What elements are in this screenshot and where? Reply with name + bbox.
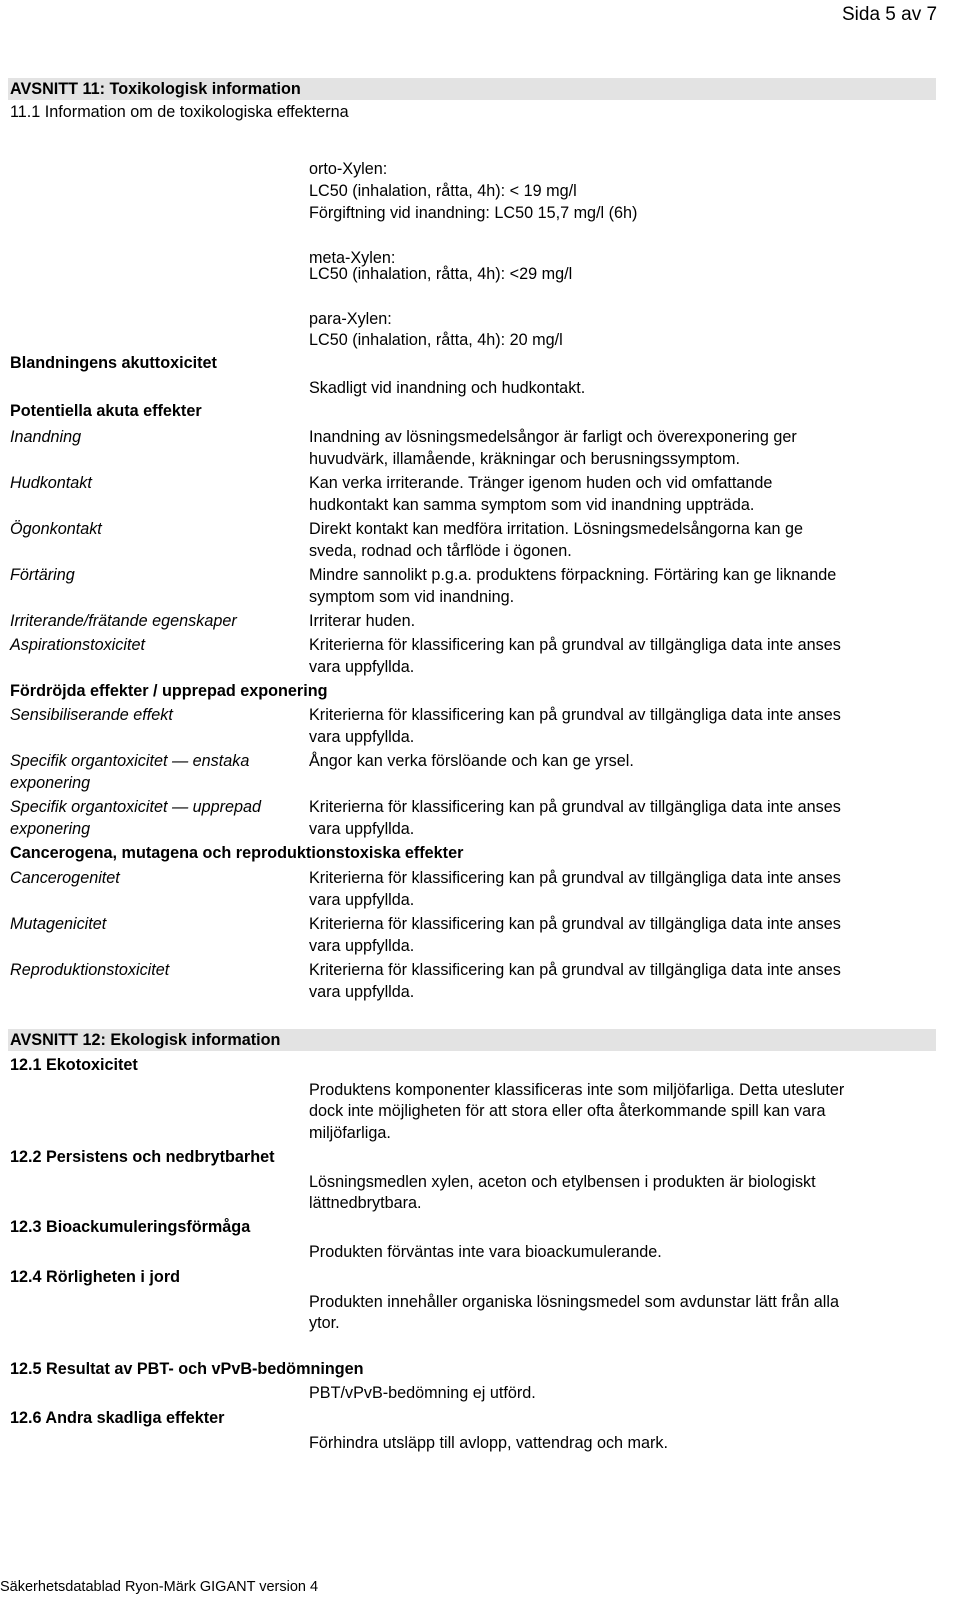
subsection-text: PBT/vPvB-bedömning ej utförd.: [309, 1384, 536, 1402]
ortho-xylene-line: Förgiftning vid inandning: LC50 15,7 mg/l (6h): [309, 204, 638, 222]
row-label: Specifik organtoxicitet — enstaka: [10, 752, 250, 770]
section-12-title: AVSNITT 12: Ekologisk information: [10, 1031, 281, 1049]
para-xylene-line: para-Xylen:: [309, 310, 392, 328]
row-value: vara uppfyllda.: [309, 891, 415, 909]
row-value: symptom som vid inandning.: [309, 588, 515, 606]
row-label: exponering: [10, 774, 91, 792]
subsection-heading: 12.3 Bioackumuleringsförmåga: [10, 1218, 251, 1236]
row-value: hudkontakt kan samma symptom som vid inandning uppträda.: [309, 496, 755, 514]
row-label: Sensibiliserande effekt: [10, 706, 173, 724]
row-label: Mutagenicitet: [10, 915, 107, 933]
row-value: Mindre sannolikt p.g.a. produktens förpackning. Förtäring kan ge liknande: [309, 566, 837, 584]
section-11-subtitle: 11.1 Information om de toxikologiska effekterna: [10, 103, 349, 121]
subsection-text: Produktens komponenter klassificeras inte som miljöfarliga. Detta utesluter: [309, 1081, 845, 1099]
subsection-text: lättnedbrytbara.: [309, 1194, 422, 1212]
row-value: Kriterierna för klassificering kan på grundval av tillgängliga data inte anses: [309, 915, 841, 933]
ortho-xylene-line: orto-Xylen:: [309, 160, 388, 178]
subsection-text: Lösningsmedlen xylen, aceton och etylbensen i produkten är biologiskt: [309, 1173, 816, 1191]
row-label: exponering: [10, 820, 91, 838]
row-label: Cancerogenitet: [10, 869, 120, 887]
row-value: huvudvärk, illamående, kräkningar och berusningssymptom.: [309, 450, 740, 468]
row-label: Förtäring: [10, 566, 75, 584]
subsection-text: ytor.: [309, 1314, 340, 1332]
row-value: Direkt kontakt kan medföra irritation. Lösningsmedelsångorna kan ge: [309, 520, 803, 538]
row-value: vara uppfyllda.: [309, 983, 415, 1001]
subsection-text: dock inte möjligheten för att stora eller ofta återkommande spill kan vara: [309, 1102, 826, 1120]
subsection-text: Produkten förväntas inte vara bioackumulerande.: [309, 1243, 662, 1261]
subsection-heading: 12.2 Persistens och nedbrytbarhet: [10, 1148, 275, 1166]
cmr-heading: Cancerogena, mutagena och reproduktionstoxiska effekter: [10, 844, 464, 862]
row-value: Inandning av lösningsmedelsångor är farligt och överexponering ger: [309, 428, 797, 446]
row-value: Kriterierna för klassificering kan på grundval av tillgängliga data inte anses: [309, 869, 841, 887]
row-value: Kriterierna för klassificering kan på grundval av tillgängliga data inte anses: [309, 961, 841, 979]
section-11-title: AVSNITT 11: Toxikologisk information: [10, 80, 301, 98]
row-value: Kriterierna för klassificering kan på grundval av tillgängliga data inte anses: [309, 798, 841, 816]
row-value: vara uppfyllda.: [309, 728, 415, 746]
row-label: Irriterande/frätande egenskaper: [10, 612, 237, 630]
row-label: Hudkontakt: [10, 474, 92, 492]
row-label: Inandning: [10, 428, 82, 446]
footer-text: Säkerhetsdatablad Ryon-Märk GIGANT version 4: [0, 1579, 319, 1595]
row-value: Kriterierna för klassificering kan på grundval av tillgängliga data inte anses: [309, 636, 841, 654]
row-value: vara uppfyllda.: [309, 937, 415, 955]
page-number: Sida 5 av 7: [842, 4, 938, 25]
row-value: vara uppfyllda.: [309, 820, 415, 838]
subsection-text: miljöfarliga.: [309, 1124, 391, 1142]
row-label: Ögonkontakt: [10, 520, 102, 538]
subsection-heading: 12.5 Resultat av PBT- och vPvB-bedömningen: [10, 1360, 364, 1378]
subsection-heading: 12.1 Ekotoxicitet: [10, 1056, 138, 1074]
potential-effects-heading: Potentiella akuta effekter: [10, 402, 202, 420]
row-value: Kan verka irriterande. Tränger igenom huden och vid omfattande: [309, 474, 773, 492]
row-label: Aspirationstoxicitet: [10, 636, 145, 654]
row-value: Kriterierna för klassificering kan på grundval av tillgängliga data inte anses: [309, 706, 841, 724]
subsection-heading: 12.4 Rörligheten i jord: [10, 1268, 181, 1286]
row-value: sveda, rodnad och tårflöde i ögonen.: [309, 542, 572, 560]
row-value: Ångor kan verka förslöande och kan ge yrsel.: [309, 752, 634, 770]
acute-toxicity-value: Skadligt vid inandning och hudkontakt.: [309, 379, 586, 397]
subsection-text: Produkten innehåller organiska lösningsmedel som avdunstar lätt från alla: [309, 1293, 839, 1311]
ortho-xylene-line: LC50 (inhalation, råtta, 4h): < 19 mg/l: [309, 182, 577, 200]
subsection-text: Förhindra utsläpp till avlopp, vattendrag och mark.: [309, 1434, 669, 1452]
meta-xylene-line: LC50 (inhalation, råtta, 4h): <29 mg/l: [309, 265, 573, 283]
row-label: Reproduktionstoxicitet: [10, 961, 170, 979]
row-value: vara uppfyllda.: [309, 658, 415, 676]
acute-toxicity-label: Blandningens akuttoxicitet: [10, 354, 217, 372]
para-xylene-line: LC50 (inhalation, råtta, 4h): 20 mg/l: [309, 331, 563, 349]
subsection-heading: 12.6 Andra skadliga effekter: [10, 1409, 225, 1427]
delayed-effects-heading: Fördröjda effekter / upprepad exponering: [10, 682, 328, 700]
row-value: Irriterar huden.: [309, 612, 416, 630]
row-label: Specifik organtoxicitet — upprepad: [10, 798, 262, 816]
meta-xylene-line: meta-Xylen:: [309, 249, 396, 267]
